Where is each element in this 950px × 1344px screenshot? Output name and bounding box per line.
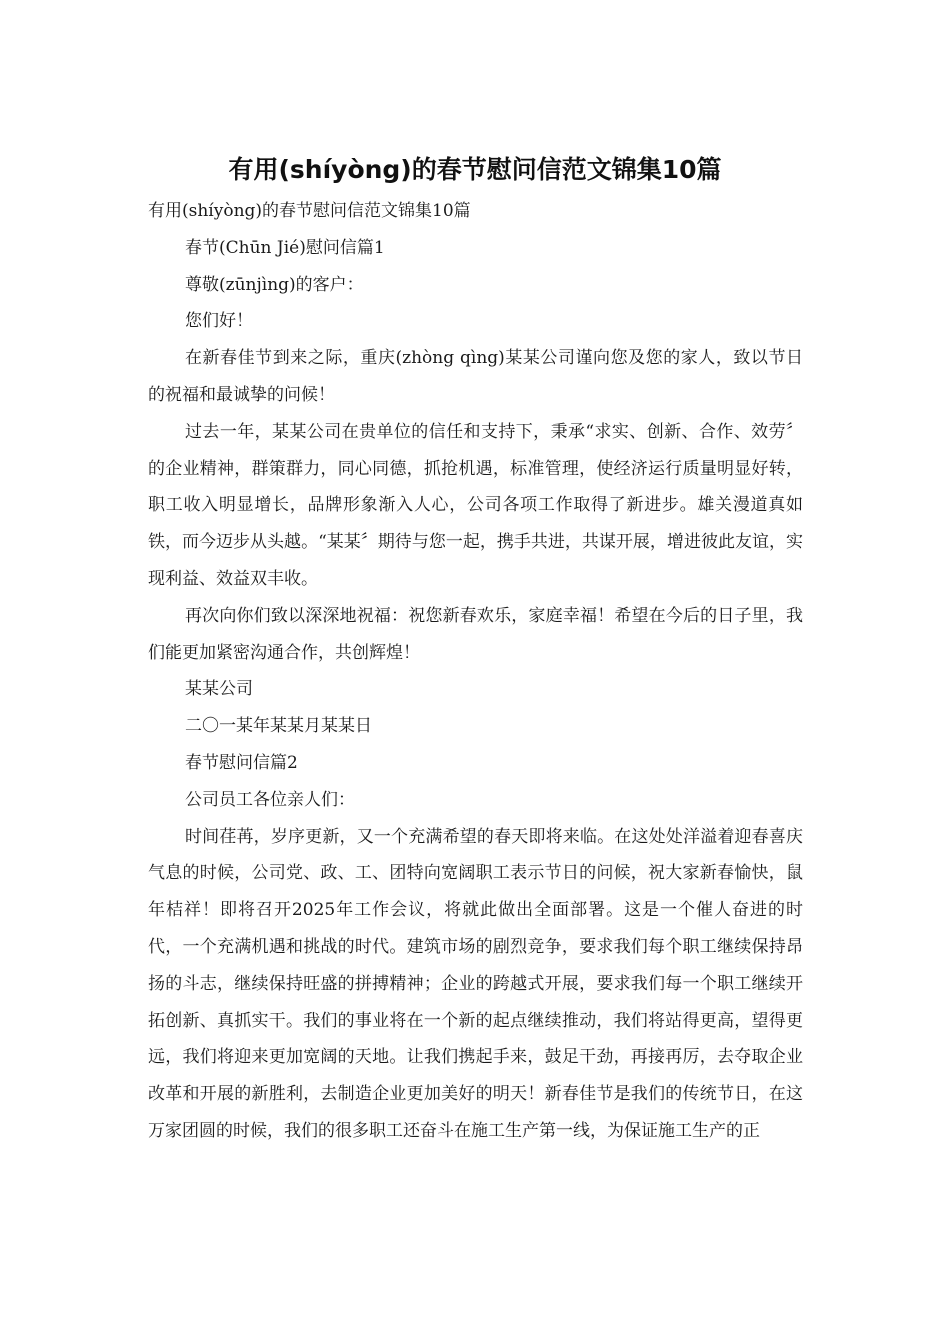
section-heading-2: 春节慰问信篇2 xyxy=(185,752,298,773)
body-paragraph: 在新春佳节到来之际，重庆(zhòng qìng)某某公司谨向您及您的家人，致以节日的祝福和最诚挚的问候！ xyxy=(148,348,803,405)
salutation-1: 尊敬(zūnjìng)的客户： xyxy=(185,274,364,295)
salutation-2: 公司员工各位亲人们： xyxy=(185,789,355,810)
subtitle-line: 有用(shíyòng)的春节慰问信范文锦集10篇 xyxy=(148,201,471,221)
document-title: 有用(shíyòng)的春节慰问信范文锦集10篇 xyxy=(228,155,722,184)
greeting-1: 您们好！ xyxy=(185,311,253,332)
body-paragraph: 时间荏苒，岁序更新，又一个充满希望的春天即将来临。在这处处洋溢着迎春喜庆气息的时候，公司党、政、工、团特向宽阔职工表示节日的问候，祝大家新春愉快，鼠年桔祥！即将召开2025年工作会议，将就此做出全面部署。这是一个催人奋进的时代，一个充满机遇和挑战的时代。建筑市场的剧烈竞争，要求我们每个职工继续保持昂扬的斗志，继续保持旺盛的拼搏精神；企业的跨越式开展，要求我们每一个职工继续开拓创新、真抓实干。我们的事业将在一个新的起点继续推动，我们将站得更高，望得更远，我们将迎来更加宽阔的天地。让我们携起手来，鼓足干劲，再接再厉，去夺取企业改革和开展的新胜利，去制造企业更加美好的明天！新春佳节是我们的传统节日，在这万家团圆的时候，我们的很多职工还奋斗在施工生产第一线，为保证施工生产的正 xyxy=(148,826,803,1141)
body-paragraph: 过去一年，某某公司在贵单位的信任和支持下，秉承“求实、创新、合作、效劳〞的企业精神，群策群力，同心同德，抓抢机遇，标准管理，使经济运行质量明显好转，职工收入明显增长，品牌形象渐入人心，公司各项工作取得了新进步。雄关漫道真如铁，而今迈步从头越。“某某〞期待与您一起，携手共进，共谋开展，增进彼此友谊，实现利益、效益双丰收。 xyxy=(148,421,803,589)
body-paragraph: 再次向你们致以深深地祝福：祝您新春欢乐，家庭幸福！希望在今后的日子里，我们能更加紧密沟通合作，共创辉煌！ xyxy=(148,605,803,663)
signature-date: 二〇一某年某某月某某日 xyxy=(185,716,372,737)
document-body xyxy=(148,193,803,1150)
signature-company: 某某公司 xyxy=(185,679,253,700)
section-heading-1: 春节(Chūn Jié)慰问信篇1 xyxy=(185,237,385,258)
